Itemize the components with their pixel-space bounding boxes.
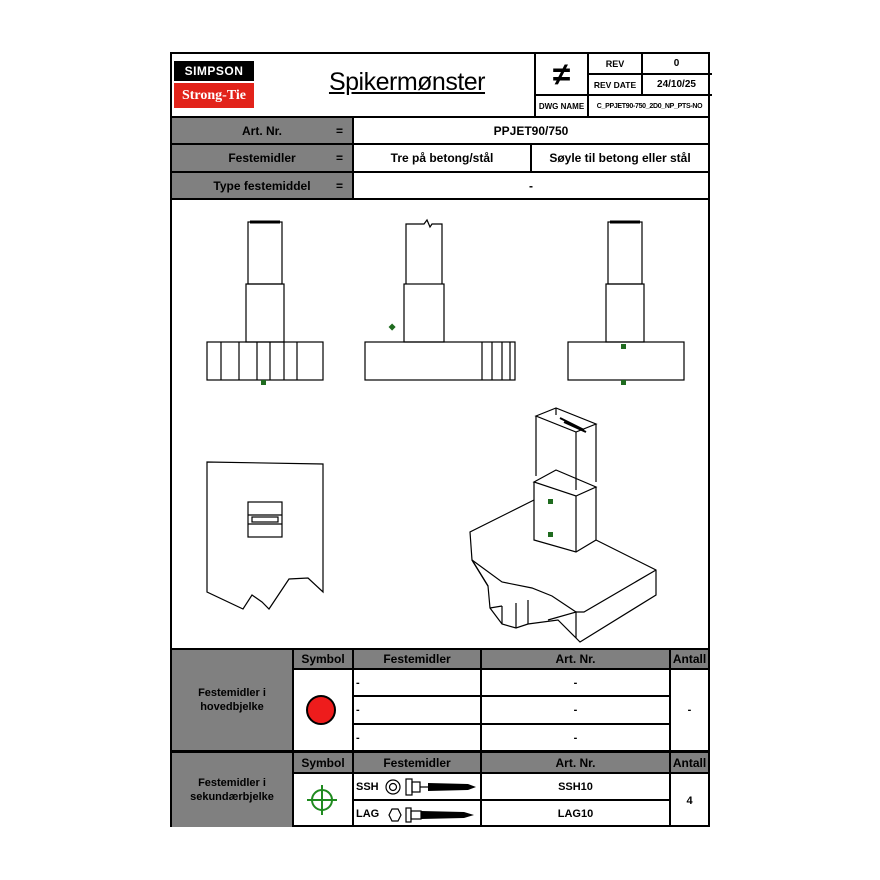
table1-row-festemidler: - xyxy=(356,731,360,744)
table2-row-art: LAG10 xyxy=(557,808,594,820)
type-festemiddel-label: Type festemiddel xyxy=(213,178,311,193)
table2-col-antall: Antall xyxy=(672,755,707,770)
table1-col-festemidler: Festemidler xyxy=(383,652,451,666)
rev-value: 0 xyxy=(673,58,680,69)
side-view xyxy=(365,220,515,380)
art-nr-value: PPJET90/750 xyxy=(493,123,569,138)
table2-row-festemidler: LAG xyxy=(356,808,380,820)
table1-col-antall: Antall xyxy=(672,652,707,666)
top-view xyxy=(207,462,323,609)
table1-row-art: - xyxy=(573,731,578,744)
table1-col-symbol: Symbol xyxy=(301,652,345,666)
festemidler-label: Festemidler xyxy=(228,151,296,165)
festemidler-equals: = xyxy=(335,151,343,165)
nail-dot xyxy=(261,380,266,385)
table2-row-art: SSH10 xyxy=(558,780,593,793)
table2-section-label: Festemidler i sekundærbjelke xyxy=(190,777,274,803)
type-festemiddel-value: - xyxy=(529,178,533,193)
lag-screw-icon xyxy=(384,804,478,826)
table2-antall: 4 xyxy=(686,794,693,807)
ssh-screw-icon xyxy=(384,776,478,798)
page-title: Spikermønster xyxy=(328,67,486,96)
art-nr-equals: = xyxy=(335,123,343,138)
nail-dot xyxy=(548,499,553,504)
red-circle-icon xyxy=(305,694,337,726)
brand-logo-bottom: Strong-Tie xyxy=(174,83,254,108)
drawing-sheet xyxy=(170,52,710,827)
isometric-view xyxy=(470,408,656,642)
dwg-name-value: C_PPJET90-750_2D0_NP_PTS-NO xyxy=(596,102,703,110)
nail-dot xyxy=(621,344,626,349)
table1-row-art: - xyxy=(573,704,578,716)
rev-label: REV xyxy=(605,58,625,69)
nail-dot xyxy=(548,532,553,537)
table2-row-festemidler: SSH xyxy=(356,780,379,793)
festemidler-value-1: Tre på betong/stål xyxy=(390,151,494,165)
crosshair-icon xyxy=(306,784,338,816)
table1-antall: - xyxy=(687,704,692,716)
drawing-views xyxy=(172,200,708,648)
table1-row-festemidler: - xyxy=(356,704,360,716)
table2-col-symbol: Symbol xyxy=(301,755,345,770)
nail-dot xyxy=(621,380,626,385)
not-equal-icon: ≠ xyxy=(552,55,571,92)
festemidler-value-2: Søyle til betong eller stål xyxy=(549,151,691,165)
dwg-name-label: DWG NAME xyxy=(538,101,585,111)
table1-row-festemidler: - xyxy=(356,676,360,689)
brand-logo xyxy=(174,61,254,109)
table1-col-art: Art. Nr. xyxy=(555,652,596,666)
table2-col-festemidler: Festemidler xyxy=(383,755,451,770)
front-view xyxy=(207,222,323,380)
right-view xyxy=(568,222,684,380)
nail-dot xyxy=(389,324,396,331)
table1-row-art: - xyxy=(573,676,578,689)
rev-date-value: 24/10/25 xyxy=(657,79,696,90)
table1-section-label: Festemidler i hovedbjelke xyxy=(198,687,266,713)
table2-col-art: Art. Nr. xyxy=(555,755,596,770)
type-festemiddel-equals: = xyxy=(335,178,343,193)
rev-date-label: REV DATE xyxy=(593,79,637,90)
brand-logo-top: SIMPSON xyxy=(174,61,254,81)
art-nr-label: Art. Nr. xyxy=(241,123,282,138)
